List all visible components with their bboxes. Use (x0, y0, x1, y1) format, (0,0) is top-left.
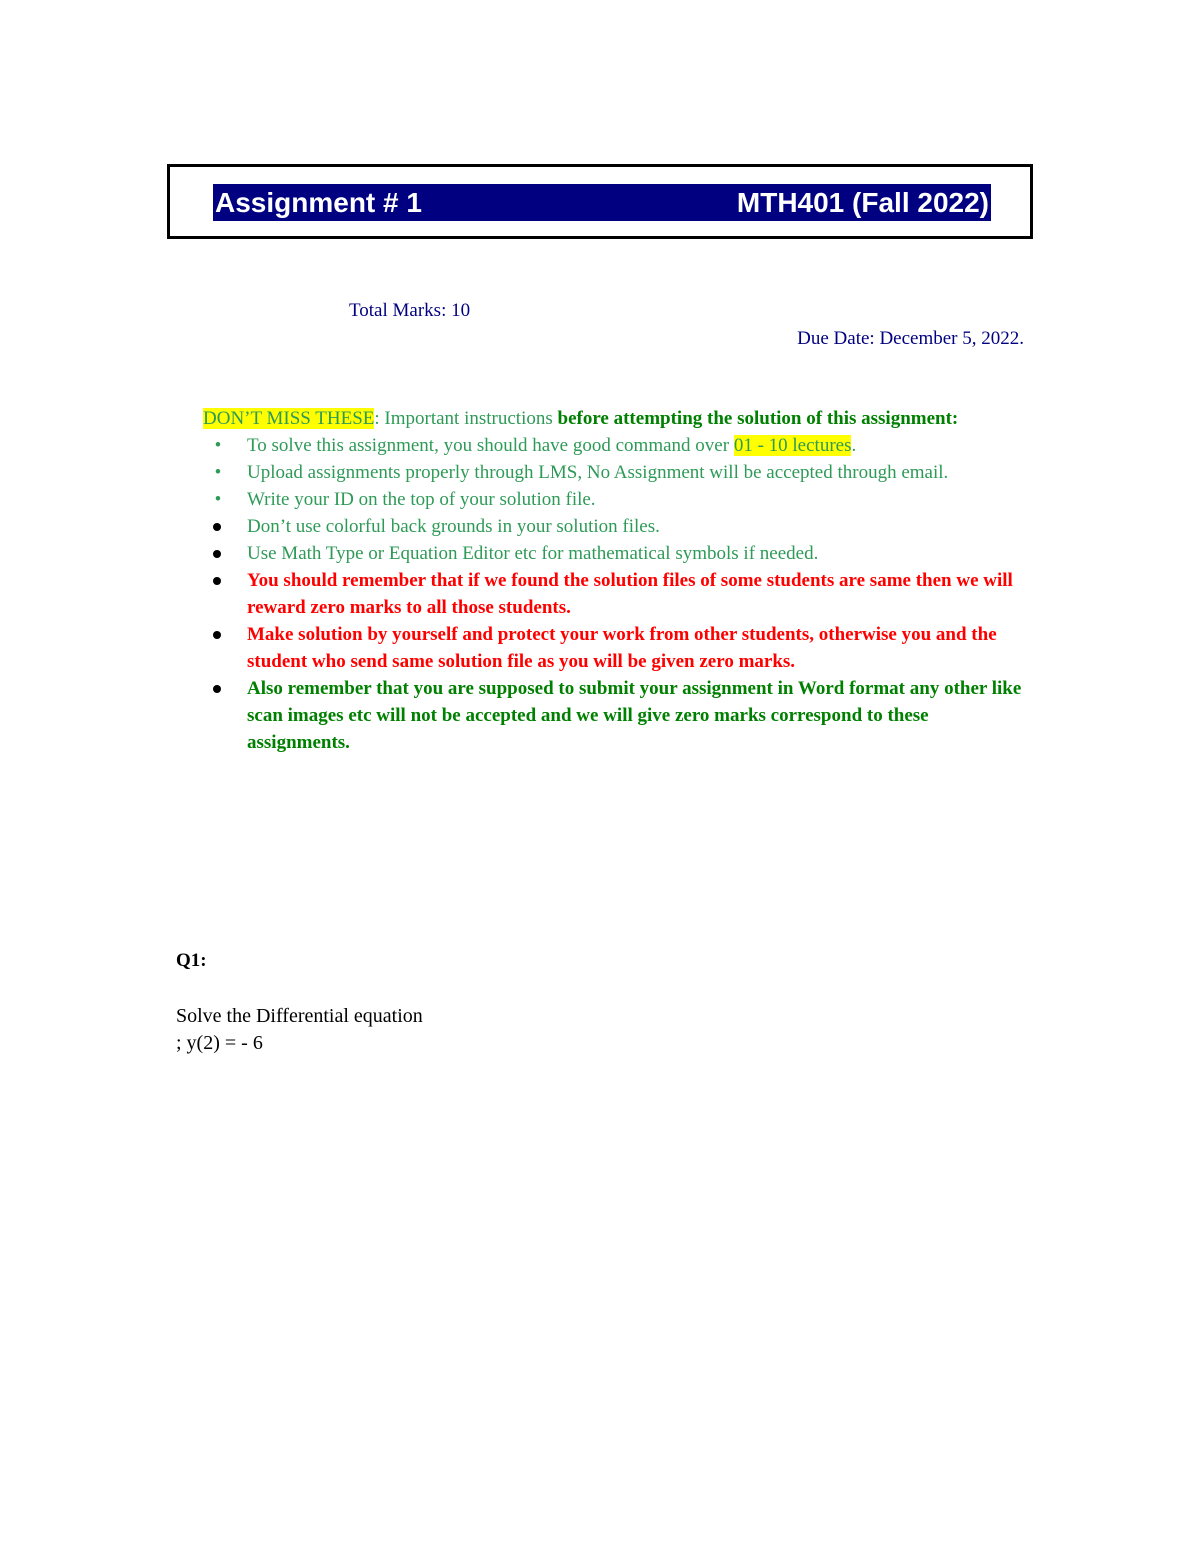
item-text-end: . (851, 435, 857, 456)
warning-colon: : (374, 408, 380, 429)
instructions-intro (203, 405, 1023, 432)
bullet-icon: • (214, 462, 222, 483)
list-item (203, 540, 1023, 567)
list-item (203, 432, 1023, 459)
title-box (167, 164, 1033, 239)
title-bar (213, 184, 991, 221)
list-item (203, 675, 1023, 756)
total-marks: Total Marks: 10 (349, 300, 471, 321)
item-text: Make solution by yourself and protect your work from other students, otherwise you and the student who send same solution file as you will be given zero marks. (247, 624, 997, 672)
list-item (203, 513, 1023, 540)
bullet-icon: • (214, 435, 222, 456)
item-text: Use Math Type or Equation Editor etc for mathematical symbols if needed. (247, 543, 819, 564)
item-text: You should remember that if we found the solution files of some students are same then we will reward zero marks to all those students. (247, 570, 1013, 618)
item-text: To solve this assignment, you should have good command over (247, 435, 734, 456)
question-label: Q1: (176, 950, 207, 971)
instruction-list (203, 432, 1023, 756)
question-line-2: ; y(2) = - 6 (176, 1032, 263, 1054)
assignment-title: Assignment # 1 (215, 187, 422, 218)
item-text: Write your ID on the top of your solution file. (247, 489, 596, 510)
list-item (203, 567, 1023, 621)
item-text: Also remember that you are supposed to submit your assignment in Word format any other like scan images etc will not be accepted and we will give zero marks correspond to these assignments. (247, 678, 1022, 753)
item-text: Upload assignments properly through LMS, No Assignment will be accepted through email. (247, 462, 949, 483)
question-line-1: Solve the Differential equation (176, 1005, 423, 1027)
bullet-icon: • (214, 489, 222, 510)
item-highlight: 01 - 10 lectures (733, 435, 852, 456)
list-item (203, 621, 1023, 675)
list-item (203, 486, 1023, 513)
intro-rest: before attempting the solution of this assignment: (552, 408, 959, 429)
item-text: Don’t use colorful back grounds in your solution files. (247, 516, 660, 537)
list-item (203, 459, 1023, 486)
course-title: MTH401 (Fall 2022) (736, 187, 989, 218)
due-date: Due Date: December 5, 2022. (797, 328, 1024, 349)
instructions-section (203, 405, 1023, 756)
important-text: Important instructions (379, 408, 553, 429)
question-body (176, 1003, 423, 1057)
warning-label: DON’T MISS THESE (203, 408, 375, 429)
